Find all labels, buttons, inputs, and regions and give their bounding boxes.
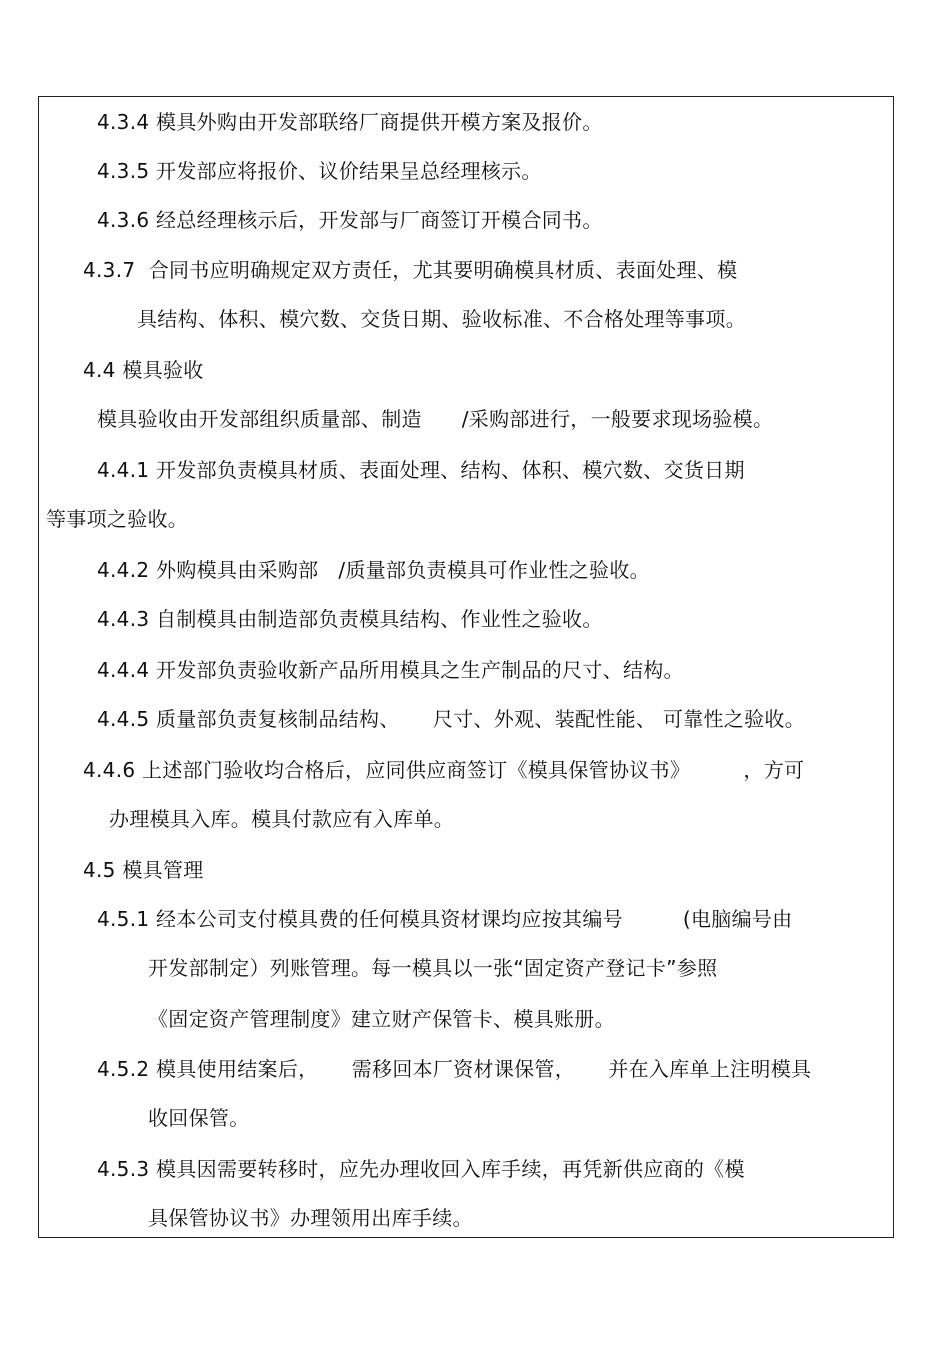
clause-4-4-5: 4.4.5 质量部负责复核制品结构、 尺寸、外观、装配性能、 可靠性之验收。 bbox=[97, 707, 805, 731]
clause-4-3-5: 4.3.5 开发部应将报价、议价结果呈总经理核示。 bbox=[97, 159, 542, 183]
clause-4-4-2: 4.4.2 外购模具由采购部 /质量部负责模具可作业性之验收。 bbox=[97, 558, 650, 582]
section-4-4-intro: 模具验收由开发部组织质量部、制造 /采购部进行，一般要求现场验模。 bbox=[97, 407, 774, 431]
clause-4-3-7-cont: 具结构、体积、模穴数、交货日期、验收标准、不合格处理等事项。 bbox=[137, 307, 746, 331]
section-4-5-heading: 4.5 模具管理 bbox=[83, 858, 204, 882]
clause-4-3-6: 4.3.6 经总经理核示后，开发部与厂商签订开模合同书。 bbox=[97, 208, 603, 232]
clause-4-5-3-cont: 具保管协议书》办理领用出库手续。 bbox=[148, 1206, 473, 1230]
clause-4-3-7: 4.3.7 合同书应明确规定双方责任，尤其要明确模具材质、表面处理、模 bbox=[83, 258, 738, 282]
clause-4-4-3: 4.4.3 自制模具由制造部负责模具结构、作业性之验收。 bbox=[97, 607, 603, 631]
clause-4-5-1: 4.5.1 经本公司支付模具费的任何模具资材课均应按其编号 (电脑编号由 bbox=[97, 907, 793, 931]
clause-4-4-4: 4.4.4 开发部负责验收新产品所用模具之生产制品的尺寸、结构。 bbox=[97, 658, 684, 682]
clause-4-3-4: 4.3.4 模具外购由开发部联络厂商提供开模方案及报价。 bbox=[97, 110, 603, 134]
clause-4-5-2-cont: 收回保管。 bbox=[148, 1106, 250, 1130]
clause-4-4-6: 4.4.6 上述部门验收均合格后，应同供应商签订《模具保管协议书》 ，方可 bbox=[83, 758, 805, 782]
clause-4-5-1-cont: 开发部制定）列账管理。每一模具以一张“固定资产登记卡”参照 bbox=[148, 956, 718, 980]
clause-4-5-2: 4.5.2 模具使用结案后， 需移回本厂资材课保管， 并在入库单上注明模具 bbox=[97, 1057, 812, 1081]
clause-4-5-1-cont2: 《固定资产管理制度》建立财产保管卡、模具账册。 bbox=[148, 1007, 615, 1031]
clause-4-4-6-cont: 办理模具入库。模具付款应有入库单。 bbox=[109, 807, 455, 831]
clause-4-4-1: 4.4.1 开发部负责模具材质、表面处理、结构、体积、模穴数、交货日期 bbox=[97, 458, 745, 482]
clause-4-5-3: 4.5.3 模具因需要转移时，应先办理收回入库手续，再凭新供应商的《模 bbox=[97, 1157, 745, 1181]
clause-4-4-1-cont: 等事项之验收。 bbox=[46, 507, 189, 531]
section-4-4-heading: 4.4 模具验收 bbox=[83, 358, 204, 382]
